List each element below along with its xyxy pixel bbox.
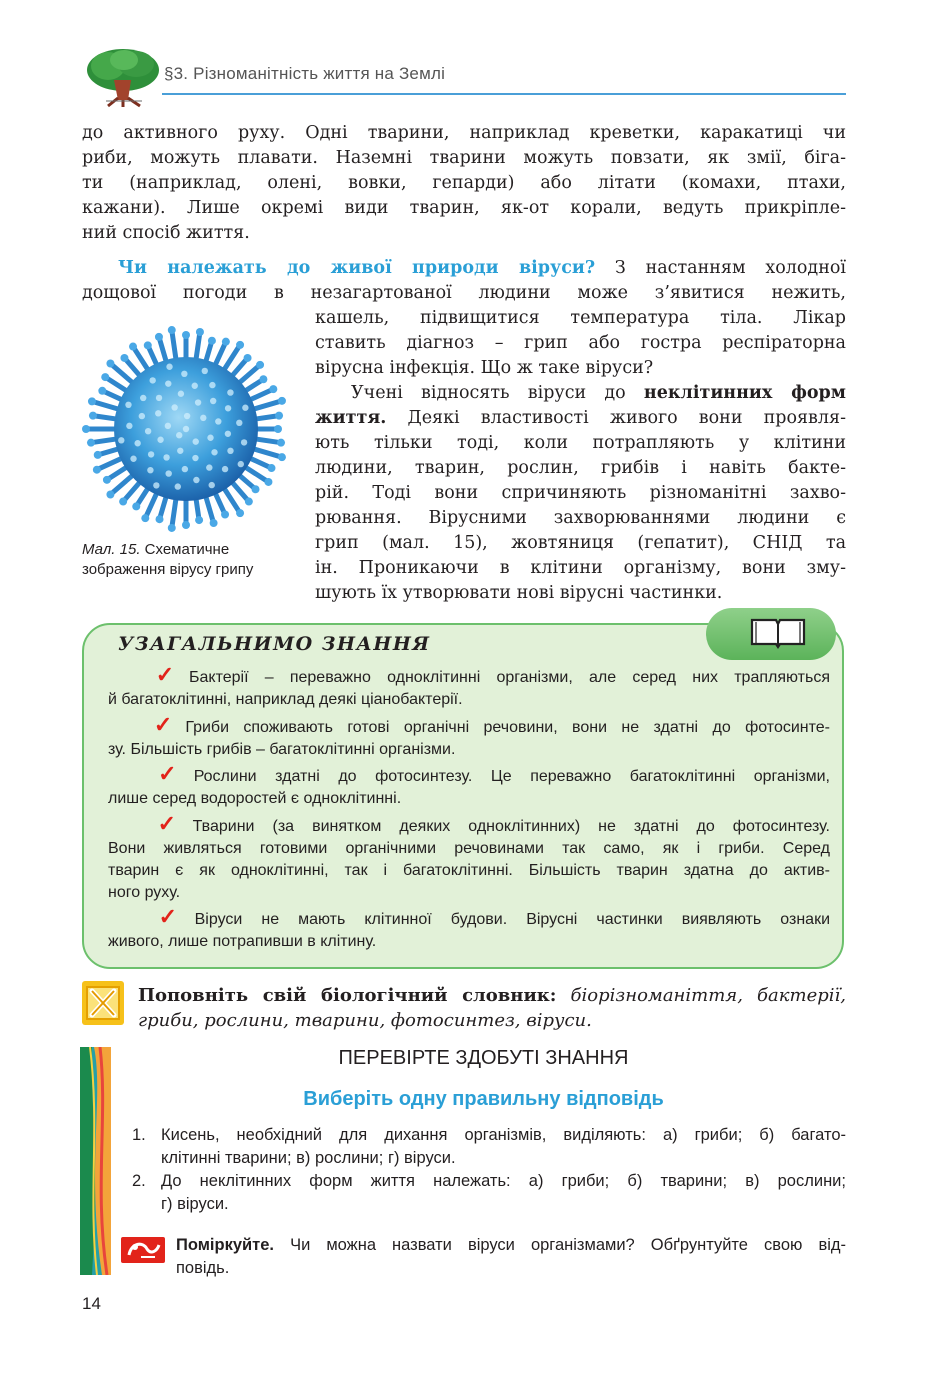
think-icon xyxy=(121,1237,165,1263)
text-line: грип (мал. 15), жовтяниця (гепатит), СНІД та xyxy=(315,533,846,553)
side-color-stripe xyxy=(80,1047,111,1275)
influenza-virus-illustration xyxy=(80,326,292,532)
text-line: кашель, підвищитися температура тіла. Лікар xyxy=(315,308,846,328)
dictionary-icon xyxy=(82,981,124,1025)
open-book-icon xyxy=(748,616,808,650)
section-question: Чи належать до живої природи віруси? xyxy=(118,258,596,278)
text-line: ставить діагноз – грип або гостра респіраторна xyxy=(315,333,846,353)
tree-logo-icon xyxy=(84,46,162,108)
text-line: ний спосіб життя. xyxy=(82,223,250,243)
think-task: Поміркуйте. Чи можна назвати віруси організмами? Обґрунтуйте свою від- повідь. xyxy=(176,1236,847,1277)
checkmark-icon: ✓ xyxy=(144,811,190,836)
question-number: 1. xyxy=(132,1126,146,1144)
text-line: ти (наприклад, олені, вовки, гепарди) або літати (комахи, птахи, xyxy=(82,173,846,193)
chapter-title: §3. Різноманітність життя на Землі xyxy=(164,64,446,83)
summary-item-plants: ✓ Рослини здатні до фотосинтезу. Це переважно багатоклітинні організми, лише серед водоростей є одноклітинні. xyxy=(108,761,831,807)
paragraph-viruses-intro xyxy=(82,256,846,306)
checkmark-icon: ✓ xyxy=(144,761,191,786)
choose-answer-subtitle: Виберіть одну правильну відповідь xyxy=(303,1088,664,1110)
figure-caption: Мал. 15. Схематичне зображення вірусу грипу xyxy=(82,541,254,578)
page-number: 14 xyxy=(82,1294,101,1313)
text-line: шують їх утворювати нові вірусні частинки. xyxy=(315,583,723,603)
key-term: неклітинних форм xyxy=(643,383,846,403)
text-line: до активного руху. Одні тварини, наприклад креветки, каракатиці чи xyxy=(82,123,846,143)
caption-label: Мал. 15. xyxy=(82,541,141,558)
summary-item-viruses: ✓ Віруси не мають клітинної будови. Вірусні частинки виявляють ознаки живого, лише потрапивши в клітину. xyxy=(108,904,831,950)
text-line: життя. Деякі властивості живого вони проявля- xyxy=(315,408,846,428)
text-line: дощової погоди в незагартованої людини може з’явитися нежить, xyxy=(82,283,846,303)
dictionary-task: Поповніть свій біологічний словник: біорізноманіття, бактерії, гриби, рослини, тварини, фотосинтез, віруси. xyxy=(138,985,846,1031)
text-line: кажани). Лише окремі види тварин, як-от корали, ведуть прикріпле- xyxy=(82,198,846,218)
checkmark-icon: ✓ xyxy=(144,904,192,929)
question-1: 1. Кисень, необхідний для дихання організмів, виділяють: а) гриби; б) багато- клітинні тварини; в) рослини; г) віруси. xyxy=(132,1126,846,1167)
summary-item-bacteria: ✓ Бактерії – переважно одноклітинні організми, але серед них трапляються й багатоклітинні, наприклад деякі ціанобактерії. xyxy=(108,662,830,708)
summary-item-animals: ✓ Тварини (за винятком деяких одноклітинних) не здатні до фотосинтезу. Вони живляться готовими органічними речовинами так само, як і гриби. Серед тварин є як одноклітинні, так і багатоклітинні. Більшість тварин здатна до актив- ного руху. xyxy=(108,811,831,901)
paragraph-viruses-narrow xyxy=(315,306,846,606)
text-line: рювання. Вірусними захворюваннями людини є xyxy=(315,508,846,528)
checkmark-icon: ✓ xyxy=(144,712,183,737)
question-2: 2. До неклітинних форм життя належать: а) гриби; б) тварини; в) рослини; г) віруси. xyxy=(132,1172,846,1213)
text-line: ють тільки тоді, коли потрапляють у клітини xyxy=(315,433,846,453)
think-label: Поміркуйте. xyxy=(176,1236,275,1254)
header-rule xyxy=(162,93,846,95)
summary-item-fungi: ✓ Гриби споживають готові органічні речовини, вони не здатні до фотосинте- зу. Більшість грибів – багатоклітинні організми. xyxy=(108,712,831,758)
text-line: Чи належать до живої природи віруси? З настанням холодної xyxy=(118,258,846,278)
key-term: життя. xyxy=(315,408,387,428)
check-section-title: ПЕРЕВІРТЕ ЗДОБУТІ ЗНАННЯ xyxy=(338,1047,629,1069)
paragraph-animal-movement xyxy=(82,121,846,246)
checkmark-icon: ✓ xyxy=(144,662,186,687)
text-line: людини, тварин, рослин, грибів і навіть бакте- xyxy=(315,458,846,478)
text-line: Учені відносять віруси до неклітинних форм xyxy=(351,383,846,403)
text-line: риби, можуть плавати. Наземні тварини можуть повзати, як змії, біга- xyxy=(82,148,846,168)
text-line: вірусна інфекція. Що ж таке віруси? xyxy=(315,358,654,378)
dictionary-label: Поповніть свій біологічний словник: xyxy=(138,985,557,1006)
text-line: ін. Проникаючи в клітини організму, вони зму- xyxy=(315,558,846,578)
summary-title: УЗАГАЛЬНИМО ЗНАННЯ xyxy=(118,633,431,655)
text-line: рій. Тоді вони спричиняють різноманітні захво- xyxy=(315,483,846,503)
question-number: 2. xyxy=(132,1172,146,1190)
